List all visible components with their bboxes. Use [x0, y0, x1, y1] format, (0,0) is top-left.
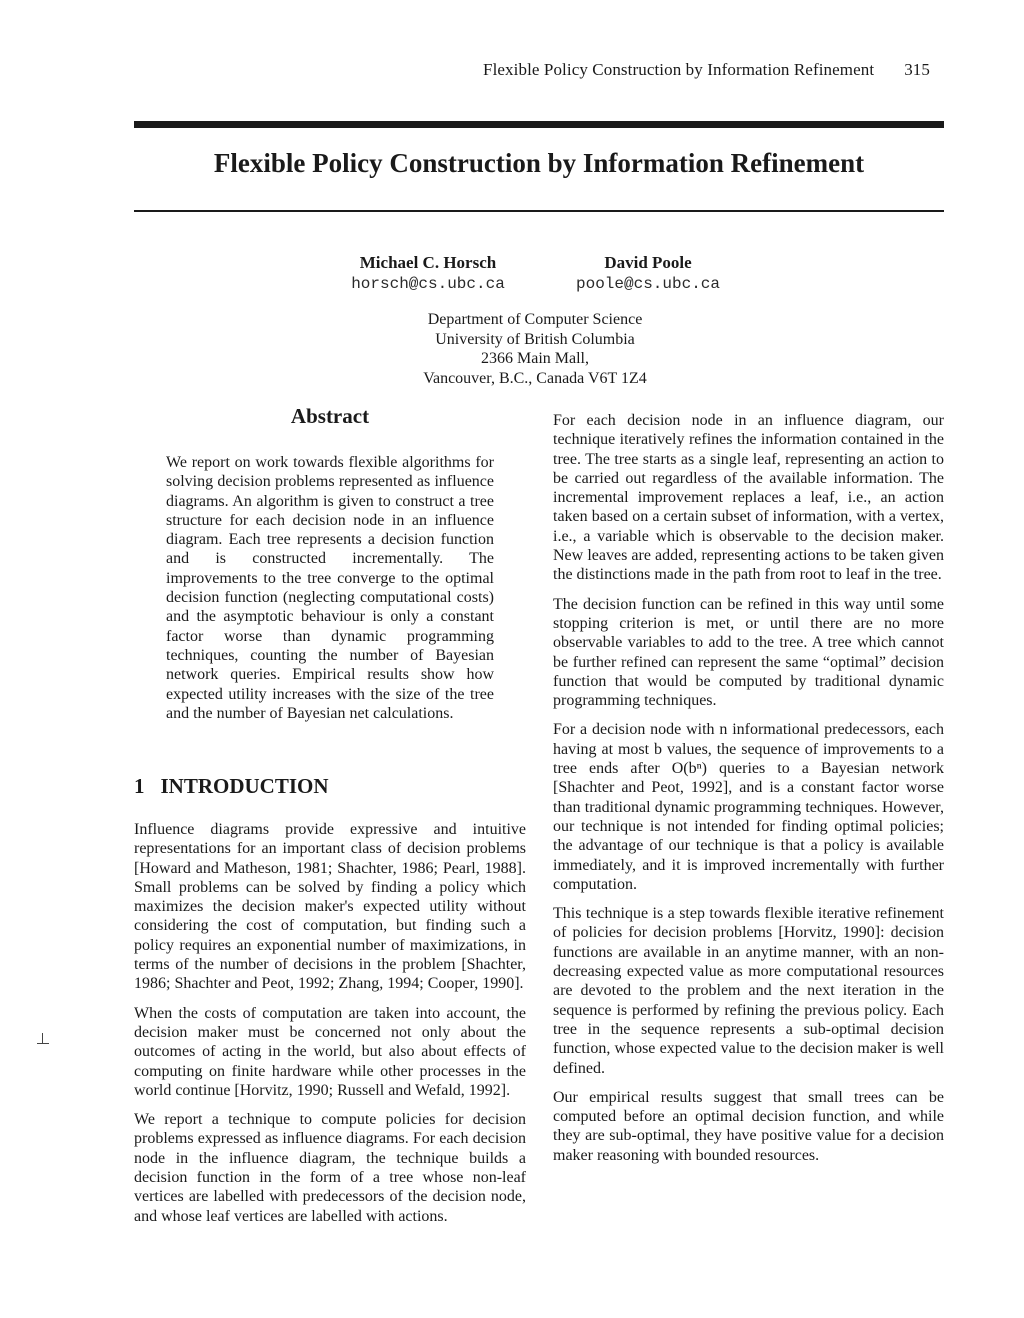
- paragraph: Influence diagrams provide expressive and intuitive representations for an important class of decision problems [Howard and Matheson, 1981; Shachter, 1986; Pearl, 1988]. Small problems can be solved by finding a policy which maximizes the decision maker's expected utility without considering the cost of computation, but finding such a policy requires an exponential number of maximizations, in terms of the number of decisions in the problem [Shachter, 1986; Shachter and Peot, 1992; Zhang, 1994; Cooper, 1990].: [134, 821, 526, 993]
- title-rule: [134, 210, 944, 212]
- author-email: poole@cs.ubc.ca: [575, 275, 721, 293]
- abstract-body: [166, 453, 494, 723]
- section-number: 1: [134, 774, 145, 798]
- paragraph: For a decision node with n informational predecessors, each having at most b values, the sequence of improvements to a tree ends after O(bⁿ) queries to a Bayesian network [Shachter and Peot, 1992], and is a constant factor worse than traditional dynamic programming techniques. However, our technique is not intended for finding optimal policies; the advantage of our technique is that a policy is available immediately, and it is improved incrementally with further computation.: [553, 721, 944, 893]
- running-head: [483, 60, 930, 80]
- paragraph: Our empirical results suggest that small trees can be computed before an optimal decision function, and while they are sub-optimal, they have positive value for a decision maker reasoning with bounded resources.: [553, 1088, 944, 1164]
- author-name: Michael C. Horsch: [359, 253, 497, 272]
- author-name: David Poole: [604, 253, 692, 272]
- paragraph: For each decision node in an influence diagram, our technique iteratively refines the information contained in the tree. The tree starts as a single leaf, representing an action to be carried out regardless of the available information. The incremental improvement replaces a leaf, i.e., an action taken based on a certain subset of information, with a vertex, i.e., a variable which is observable to the decision maker. New leaves are added, representing actions to be taken given the distinctions made in the path from root to leaf in the tree.: [553, 412, 944, 584]
- author-block: [340, 252, 516, 295]
- affiliation-line: Department of Computer Science: [427, 311, 643, 328]
- paragraph: When the costs of computation are taken into account, the decision maker must be concerned not only about the outcomes of acting in the world, but also about effects of computing on finite hardware while other processes in the world continue [Horvitz, 1990; Russell and Wefald, 1992].: [134, 1004, 526, 1099]
- abstract-text: We report on work towards flexible algorithms for solving decision problems represented as influence diagrams. An algorithm is given to construct a tree structure for each decision node in an influence diagram. Each tree represents a decision function and is constructed incrementally. The improvements to the tree converge to the optimal decision function (neglecting computational costs) and the asymptotic behaviour is only a constant factor worse than dynamic programming techniques, counting the number of Bayesian network queries. Empirical results show how expected utility increases with the size of the tree and the number of Bayesian net calculations.: [166, 454, 494, 722]
- abstract-heading: Abstract: [290, 404, 370, 428]
- author-block: [566, 252, 730, 295]
- author-email: horsch@cs.ubc.ca: [351, 275, 505, 293]
- affiliation: [340, 310, 730, 388]
- affiliation-line: University of British Columbia: [435, 330, 635, 348]
- paragraph: This technique is a step towards flexible iterative refinement of policies for decision problems [Horvitz, 1990]: decision functions are available in an anytime manner, with an non-decreasing expected value as more computational resources are devoted to the problem and the next iteration in the sequence is performed by refining the previous policy. Each tree in the sequence represents a sub-optimal decision function, whose expected value to the decision maker is well defined.: [553, 905, 944, 1077]
- page-number: 315: [904, 60, 930, 79]
- running-title: Flexible Policy Construction by Information Refinement: [483, 60, 875, 79]
- top-rule: [134, 121, 944, 128]
- left-column: [134, 820, 526, 1226]
- paragraph: We report a technique to compute policies for decision problems expressed as influence diagrams. For each decision node in the influence diagram, the technique builds a decision function in the form of a tree whose non-leaf vertices are labelled with predecessors of the decision node, and whose leaf vertices are labelled with actions.: [134, 1111, 526, 1225]
- right-column: [553, 411, 944, 1165]
- paragraph: The decision function can be refined in this way until some stopping criterion is met, or until there are no more observable variables to add to the tree. A tree which cannot be further refined can represent the same “optimal” decision function that would be computed by traditional dynamic programming techniques.: [553, 595, 944, 710]
- affiliation-line: Vancouver, B.C., Canada V6T 1Z4: [423, 369, 647, 387]
- margin-mark: [42, 1033, 43, 1043]
- paper-title: Flexible Policy Construction by Information Refinement: [213, 148, 865, 178]
- section-title: INTRODUCTION: [160, 774, 329, 798]
- section-heading: [134, 774, 526, 799]
- affiliation-line: 2366 Main Mall,: [481, 350, 589, 367]
- margin-mark: [37, 1043, 49, 1044]
